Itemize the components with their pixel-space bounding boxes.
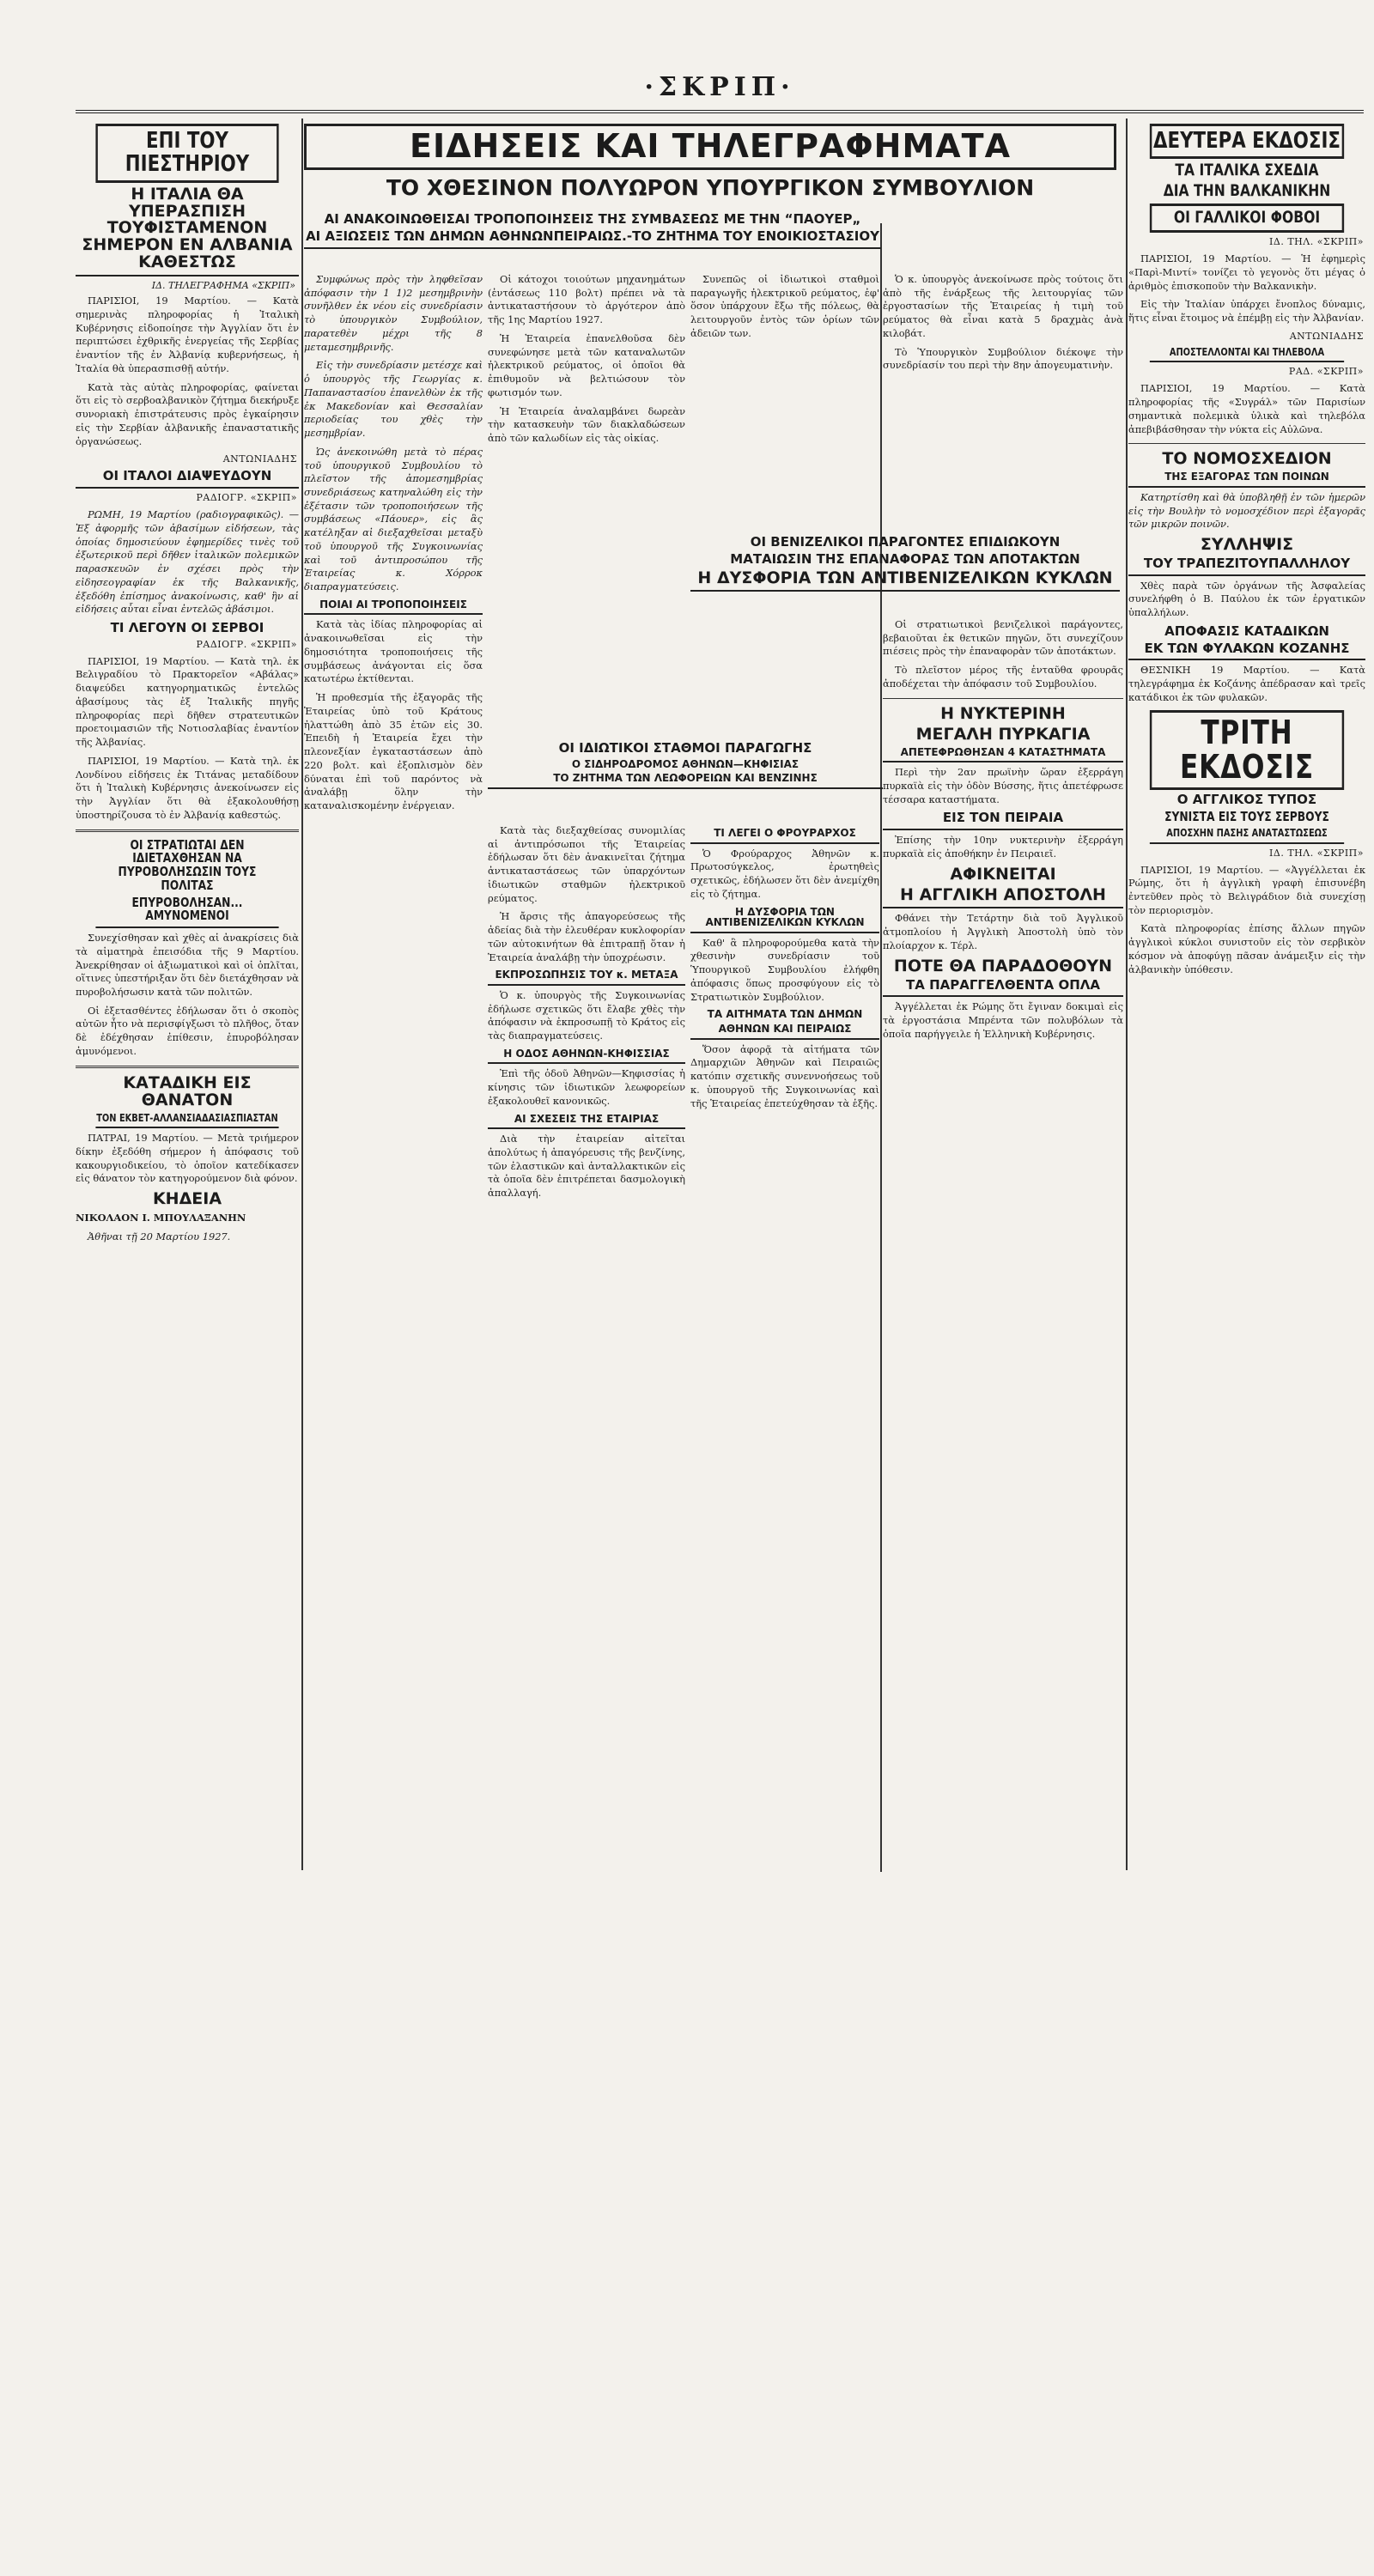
column-rule — [1126, 118, 1128, 1870]
divider — [1128, 443, 1365, 444]
article-paragraph: Κατὰ τὰς ἰδίας πληροφορίας αἱ ἀνακοινωθεῖσαι εἰς τὴν δημοσιότητα τροποποιήσεις τῆς συμβάσεως ἀνάγονται εἰς ὅσα κατωτέρω ἐκτίθενται. — [304, 618, 483, 685]
headline: ΑΦΙΚΝΕΙΤΑΙ — [950, 864, 1056, 884]
article-paragraph: Φθάνει τὴν Τετάρτην διὰ τοῦ Ἀγγλικοῦ ἀτμοπλοίου ἡ Ἀγγλικὴ Ἀποστολὴ ὑπὸ τὸν πλοίαρχον κ. Τέρλ. — [883, 912, 1123, 951]
article-paragraph: Ὁ κ. ὑπουργὸς τῆς Συγκοινωνίας ἐδήλωσε σχετικῶς ὅτι ἔλαβε χθὲς τὴν ἀπόφασιν νὰ ἐκπροσωπῇ τὸ Κράτος εἰς τὰς διαπραγματεύσεις. — [488, 988, 685, 1042]
column-2 — [304, 273, 483, 2025]
article-paragraph: Ἐπίσης τὴν 10ην νυκτερινὴν ἐξερράγη πυρκαϊὰ εἰς ἀποθήκην ἐν Πειραιεῖ. — [883, 834, 1123, 860]
subheadline: ΑΠΕΤΕΦΡΩΘΗΣΑΝ 4 ΚΑΤΑΣΤΗΜΑΤΑ — [883, 747, 1123, 763]
lead-block — [304, 120, 1116, 203]
dateline-tag: ΙΔ. ΤΗΛΕΓΡΑΦΗΜΑ «ΣΚΡΙΠ» — [151, 280, 295, 292]
subheadline: ΤΙ ΛΕΓΕΙ Ο ΦΡΟΥΡΑΡΧΟΣ — [690, 828, 879, 844]
subheadline: ΤΟ ΖΗΤΗΜΑ ΤΩΝ ΛΕΩΦΟΡΕΙΩΝ ΚΑΙ ΒΕΝΖΙΝΗΣ — [488, 773, 883, 789]
subheadline: ΕΚ ΤΩΝ ΦΥΛΑΚΩΝ ΚΟΖΑΝΗΣ — [1128, 642, 1365, 661]
headline: ΤΙ ΛΕΓΟΥΝ ΟΙ ΣΕΡΒΟΙ — [110, 619, 264, 635]
column-rule — [301, 118, 303, 1870]
article-paragraph: Ἡ προθεσμία τῆς ἐξαγορᾶς τῆς Ἑταιρείας ὑπὸ τοῦ Κράτους ἠλαττώθη ἀπὸ 35 ἐτῶν εἰς 30. Ἐπειδὴ ἡ Ἑταιρεία ἔχει τὴν πλεονεξίαν ἐγκαταστάσεων ἀπὸ 220 βολτ. καὶ ἐξοπλισμὸν δὲν δύναται ἐπὶ τοῦ παρόντος νὰ ἀναλάβῃ ὅλην τὴν καταναλισκομένην ἐνέργειαν. — [304, 691, 483, 812]
article-paragraph: Οἱ ἐξετασθέντες ἐδήλωσαν ὅτι ὁ σκοπὸς αὐτῶν ἦτο νὰ περισφίγξωσι τὸ πλῆθος, ὅταν δὲ ἐδέχθησαν ἐπίθεσιν, ἐπυροβόλησαν ἀμυνόμενοι. — [76, 1004, 299, 1057]
article-paragraph: Ἀθῆναι τῇ 20 Μαρτίου 1927. — [88, 1230, 231, 1242]
article-paragraph: ΠΑΡΙΣΙΟΙ, 19 Μαρτίου. — Κατὰ τηλ. ἐκ Βελιγραδίου τὸ Πρακτορεῖον «Αβάλας» διαψεύδει κατηγορηματικῶς ἐντελῶς ἀβασίμους τὰς ἐξ Ἰταλικῆς πηγῆς πληροφορίας περὶ δῆθεν στρατευτικῶν προετοιμασιῶν τῆς Νοτιοσλαβίας ἐναντίον τῆς Ἀλβανίας. — [76, 654, 299, 749]
headline: ΟΙ ΓΑΛΛΙΚΟΙ ΦΟΒΟΙ — [1150, 204, 1344, 233]
subheadline: ΕΚΠΡΟΣΩΠΗΣΙΣ ΤΟΥ κ. ΜΕΤΑΞΑ — [488, 969, 685, 986]
headline: ΟΙ ΣΤΡΑΤΙΩΤΑΙ ΔΕΝ ΙΔΙΕΤΑΧΘΗΣΑΝ ΝΑ ΠΥΡΟΒΟΛΗΣΩΣΙΝ ΤΟΥΣ ΠΟΛΙΤΑΣ — [118, 836, 257, 893]
article-paragraph: Ὁ Φρούραρχος Ἀθηνῶν κ. Πρωτοσύγκελος, ἐρωτηθεὶς σχετικῶς, ἐδήλωσεν ὅτι δὲν ἀνεμίχθη εἰς τὸ ζήτημα. — [690, 847, 879, 900]
headline: Η ΙΤΑΛΙΑ ΘΑ ΥΠΕΡΑΣΠΙΣΗ ΤΟΥΦΙΣΤΑΜΕΝΟΝ ΣΗΜΕΡΟΝ ΕΝ ΑΛΒΑΝΙΑ ΚΑΘΕΣΤΩΣ — [76, 186, 299, 277]
article-paragraph: Διὰ τὴν ἑταιρείαν αἰτεῖται ἀπολύτως ἡ ἀπαγόρευσις τῆς βενζίνης, τῶν ἐλαστικῶν καὶ ἀνταλλακτικῶν εἰς τὰ ὁποῖα δὲν ἐπιτρέπεται δασμολογικὴ ἀπαλλαγή. — [488, 1133, 685, 1200]
headline: ΜΕΓΑΛΗ ΠΥΡΚΑΓΙΑ — [915, 724, 1091, 744]
article-paragraph: Κατὰ τὰς αὐτὰς πληροφορίας, φαίνεται ὅτι εἰς τὸ σερβοαλβανικὸν ζήτημα διεκήρυξε συνοριακὴ ἐπιστράτευσις πρὸς ἐγκαίρησιν εἰς τὴν Σερβίαν ἀλβανικῆς ἐπαναστατικῆς ὀργανώσεως. — [76, 380, 299, 447]
dateline-tag: ΡΑΔΙΟΓΡ. «ΣΚΡΙΠ» — [196, 492, 297, 504]
article-paragraph: Συμφώνως πρὸς τὴν ληφθεῖσαν ἀπόφασιν τὴν 1 1)2 μεσημβρινὴν συνῆλθεν ἐκ νέου εἰς συνεδρίασιν τὸ ὑπουργικὸν Συμβούλιον, παρατεθὲν μέχρι τῆς 8 μεταμεσημβρινῆς. — [304, 273, 483, 353]
lead-subheadline: ΑΙ ΑΞΙΩΣΕΙΣ ΤΩΝ ΔΗΜΩΝ ΑΘΗΝΩΝΠΕΙΡΑΙΩΣ.-ΤΟ ΖΗΤΗΜΑ ΤΟΥ ΕΝΟΙΚΙΟΣΤΑΣΙΟΥ — [304, 230, 881, 249]
article-paragraph: Συνεπῶς οἱ ἰδιωτικοὶ σταθμοὶ παραγωγῆς ἠλεκτρικοῦ ρεύματος, ἐφ' ὅσον ὑπάρχουν ἔξω τῆς πόλεως, θὰ λειτουργοῦν ἐντὸς τῶν ὁρίων τῶν ἀδειῶν των. — [690, 273, 879, 339]
column-3-lower — [488, 824, 685, 2576]
article-paragraph: Εἰς τὴν συνεδρίασιν μετέσχε καὶ ὁ ὑπουργὸς τῆς Γεωργίας κ. Παπαναστασίου ἐπανελθὼν ἐκ τῆς ἐκ Μακεδονίαν καὶ Θεσσαλίαν περιοδείας του χθὲς τὴν μεσημβρίαν. — [304, 359, 483, 440]
article-paragraph: ΠΑΡΙΣΙΟΙ, 19 Μαρτίου. — Κατὰ τηλ. ἐκ Λονδίνου εἰδήσεις ἐκ Τιτάνας μεταδίδουν ὅτι ἡ Ἰταλικὴ Κυβέρνησις ἀνεκοίνωσεν εἰς τὴν Ἀγγλίαν ὅτι θὰ ἐξακολουθήσῃ ὑποστηρίζουσα τὸ ἐν Ἀλβανίᾳ καθεστώς. — [76, 754, 299, 821]
headline: ΣΥΝΙΣΤΑ ΕΙΣ ΤΟΥΣ ΣΕΡΒΟΥΣ — [1164, 809, 1329, 825]
headline: ΑΠΟΦΑΣΙΣ ΚΑΤΑΔΙΚΩΝ — [1164, 623, 1329, 639]
column-rule — [880, 223, 882, 1872]
lead-headline: ΤΟ ΧΘΕΣΙΝΟΝ ΠΟΛΥΩΡΟΝ ΥΠΟΥΡΓΙΚΟΝ ΣΥΜΒΟΥΛΙΟΝ — [386, 174, 1035, 200]
article-paragraph: ΠΑΡΙΣΙΟΙ, 19 Μαρτίου. — Ἡ ἐφημερὶς «Παρὶ-Μιντί» τονίζει τὸ γεγονὸς ὅτι μέγας ὁ ἀριθμὸς ἐπισκοποῦν τὴν Βαλκανικὴν. — [1128, 252, 1365, 292]
stations-header — [488, 738, 883, 793]
headline: ΤΟ ΝΟΜΟΣΧΕΔΙΟΝ — [1162, 449, 1332, 469]
subheadline: Η ΔΥΣΦΟΡΙΑ ΤΩΝ ΑΝΤΙΒΕΝΙΖΕΛΙΚΩΝ ΚΥΚΛΩΝ — [690, 907, 879, 933]
headline: Η ΝΥΚΤΕΡΙΝΗ — [940, 703, 1066, 723]
article-paragraph: Οἱ στρατιωτικοὶ βενιζελικοὶ παράγοντες, βεβαιοῦται ἐκ θετικῶν πηγῶν, ὅτι συνεχίζουν πιέσεις πρὸς τὴν ἐπαναφορὰν τῶν ἀποτάκτων. — [883, 618, 1123, 658]
headline: Η ΑΓΓΛΙΚΗ ΑΠΟΣΤΟΛΗ — [883, 887, 1123, 909]
subheadline: ΑΠΟΣΧΗΝ ΠΑΣΗΣ ΑΝΑΤΑΣΤΩΣΕΩΣ — [1150, 828, 1344, 844]
venizelist-header — [690, 532, 1120, 595]
article-paragraph: Ὡς ἀνεκοινώθη μετὰ τὸ πέρας τοῦ ὑπουργικοῦ Συμβουλίου τὸ πλεῖστον τῆς ἀπομεσημβρίας συνεδριάσεως κατηναλώθη εἰς τὴν ἐξέτασιν τῶν τροποποιήσεων τῆς συμβάσεως «Πάουερ», εἰς ἃς κατέληξαν αἱ διεξαχθεῖσαι μεταξὺ τοῦ ὑπουργοῦ τῆς Συγκοινωνίας καὶ τοῦ ἀντιπροσώπου τῆς Ἑταιρείας κ. Χόρροκ διαπραγματεύσεις. — [304, 445, 483, 593]
article-paragraph: Ὁ κ. ὑπουργὸς ἀνεκοίνωσε πρὸς τούτοις ὅτι ἀπὸ τῆς ἐνάρξεως τῆς λειτουργίας τῶν ἐργοστασίων τῆς Ἑταιρείας ἡ τιμὴ τοῦ ρεύματος θὰ εἶναι κατὰ 5 δραχμὰς ἀνὰ κιλοβάτ. — [883, 273, 1123, 339]
subheadline: Ο ΣΙΔΗΡΟΔΡΟΜΟΣ ΑΘΗΝΩΝ—ΚΗΦΙΣΙΑΣ — [571, 757, 799, 770]
article-paragraph: ΡΩΜΗ, 19 Μαρτίου (ραδιογραφικῶς). — Ἐξ ἀφορμῆς τῶν ἀβασίμων εἰδήσεων, τὰς ὁποίας δημοσιεύουν ἐφημερίδες τινὲς τοῦ ἐξωτερικοῦ περὶ δῆθεν ἰταλικῶν πολεμικῶν παρασκευῶν ἐν σχέσει πρὸς τὴν εἰδησεογραφίαν ἐκ τῆς Βαλκανικῆς, ἐξεδόθη ἐπίσημος ἀνακοίνωσις, καθ' ἣν αἱ εἰδήσεις αὗται εἶναι ἐντελῶς ἀβάσιμοι. — [76, 508, 299, 616]
subheadline: ΤΟΝ ΕΚΒΕΤ-ΑΛΛΑΝΣΙΑΔΑΣΙΑΣΠΙΑΣΤΑΝ — [95, 1113, 278, 1129]
signature: ΑΝΤΩΝΙΑΔΗΣ — [222, 453, 297, 465]
subheadline: ΑΘΗΝΩΝ ΚΑΙ ΠΕΙΡΑΙΩΣ — [690, 1024, 879, 1040]
divider — [76, 829, 299, 832]
dateline-tag: ΡΑΔ. «ΣΚΡΙΠ» — [1288, 366, 1364, 378]
subheadline: ΠΟΙΑΙ ΑΙ ΤΡΟΠΟΠΟΙΗΣΕΙΣ — [304, 599, 483, 616]
lead-subheadline: ΑΙ ΑΝΑΚΟΙΝΩΘΕΙΣΑΙ ΤΡΟΠΟΠΟΙΗΣΕΙΣ ΤΗΣ ΣΥΜΒΑΣΕΩΣ ΜΕ ΤΗΝ “ΠΑΟΥΕΡ„ — [324, 211, 861, 227]
article-paragraph: ΠΑΤΡΑΙ, 19 Μαρτίου. — Μετὰ τριήμερον δίκην ἐξεδόθη σήμερον ἡ ἀπόφασις τοῦ κακουργιοδικείου, τὸ ὁποῖον κατεδίκασεν εἰς θάνατον τὸν κατηγορούμενον διὰ φόνον. — [76, 1132, 299, 1185]
article-paragraph: Οἱ κάτοχοι τοιούτων μηχανημάτων (ἐντάσεως 110 βολτ) πρέπει νὰ τὰ ἀντικαταστήσουν τὸ ἀργότερον ἀπὸ τῆς 1ης Μαρτίου 1927. — [488, 273, 685, 326]
headline: ΣΥΛΛΗΨΙΣ — [1200, 535, 1294, 555]
subheadline: ΤΟΥ ΤΡΑΠΕΖΙΤΟΥΠΑΛΛΗΛΟΥ — [1128, 557, 1365, 576]
headline: ΑΠΟΣΤΕΛΛΟΝΤΑΙ ΚΑΙ ΤΗΛΕΒΟΛΑ — [1150, 347, 1344, 363]
masthead — [76, 72, 1364, 113]
subheadline: Η ΔΥΣΦΟΡΙΑ ΤΩΝ ΑΝΤΙΒΕΝΙΖΕΛΙΚΩΝ ΚΥΚΛΩΝ — [690, 570, 1120, 592]
article-paragraph: Εἰς τὴν Ἰταλίαν ὑπάρχει ἔνοπλος δύναμις, ἥτις εἶναι ἕτοιμος νὰ ἐπέμβῃ εἰς τὴν Ἀλβανίαν. — [1128, 298, 1365, 325]
lead-subheads — [304, 210, 881, 252]
divider — [76, 1066, 299, 1068]
headline: ΚΗΔΕΙΑ — [152, 1189, 222, 1209]
column-left — [76, 120, 299, 1872]
subheadline: ΕΠΥΡΟΒΟΛΗΣΑΝ... ΑΜΥΝΟΜΕΝΟΙ — [95, 896, 278, 929]
article-paragraph: Καθ' ἃ πληροφορούμεθα κατὰ τὴν χθεσινὴν συνεδρίασιν τοῦ Ὑπουργικοῦ Συμβουλίου ἐλήφθη ἀπόφασις ὅπως προσφύγουν εἰς τὸ Στρατιωτικὸν Συμβούλιον. — [690, 936, 879, 1003]
headline: ΕΙΣ ΤΟΝ ΠΕΙΡΑΙΑ — [883, 811, 1123, 830]
article-paragraph: ΠΑΡΙΣΙΟΙ, 19 Μαρτίου. — «Ἀγγέλλεται ἐκ Ρώμης, ὅτι ἡ ἀγγλικὴ γραφὴ ἐπισυνέβη ἐντεῦθεν πρὸς τὸ Βελιγράδιον διὰ συνεχίσῃ τὸν περιορισμὸν. — [1128, 863, 1365, 916]
subheadline: ΑΙ ΣΧΕΣΕΙΣ ΤΗΣ ΕΤΑΙΡΙΑΣ — [488, 1114, 685, 1130]
article-paragraph: Τὸ πλεῖστον μέρος τῆς ἐνταῦθα φρουρᾶς ἀποδέχεται τὴν ἀπόφασιν τοῦ Συμβουλίου. — [883, 664, 1123, 690]
divider — [883, 698, 1123, 699]
dateline-tag: ΙΔ. ΤΗΛ. «ΣΚΡΙΠ» — [1269, 847, 1364, 859]
headline: ΟΙ ΙΤΑΛΟΙ ΔΙΑΨΕΥΔΟΥΝ — [76, 470, 299, 489]
headline: ΠΟΤΕ ΘΑ ΠΑΡΑΔΟΘΟΥΝ — [893, 956, 1113, 975]
masthead-title: ·ΣΚΡΙΠ· — [644, 72, 795, 102]
column-right — [1128, 120, 1365, 1872]
article-paragraph: Κατηρτίσθη καὶ θὰ ὑποβληθῇ ἐν τῶν ἡμερῶν εἰς τὴν Βουλὴν τὸ νομοσχέδιον περὶ ἐξαγορᾶς τῶν μικρῶν ποινῶν. — [1128, 490, 1365, 531]
banner-right: ΔΕΥΤΕΡΑ ΕΚΔΟΣΙΣ — [1150, 124, 1344, 159]
column-5-lower — [883, 618, 1123, 2370]
article-paragraph: Κατὰ τὰς διεξαχθείσας συνομιλίας αἱ ἀντιπρόσωποι τῆς Ἑταιρείας ἐδήλωσαν ὅτι δὲν ἀνακινεῖται ζήτημα ἀντικαταστάσεως τῶν ὑπαρχόντων ἰδιωτικῶν σταθμῶν ἠλεκτρικοῦ ρεύματος. — [488, 824, 685, 904]
headline: ΤΑ ΠΑΡΑΓΓΕΛΘΕΝΤΑ ΟΠΛΑ — [883, 979, 1123, 998]
banner-left: ΕΠΙ ΤΟΥ ΠΙΕΣΤΗΡΙΟΥ — [95, 124, 278, 183]
column-4-lower — [690, 824, 879, 2576]
article-paragraph: Ἀγγέλλεται ἐκ Ρώμης ὅτι ἔγιναν δοκιμαὶ εἰς τὰ ἐργοστάσια Μπρέντα τῶν πολυβόλων τὰ ὁποῖα παρήγγειλε ἡ Ἑλληνικὴ Κυβέρνησις. — [883, 1000, 1123, 1040]
article-paragraph: Κατὰ πληροφορίας ἐπίσης ἄλλων πηγῶν ἀγγλικοὶ κύκλοι συνιστοῦν εἰς τὸν σερβικὸν κόσμον νὰ ἀποφύγῃ πᾶσαν ἀνάμειξιν εἰς τὴν ἀλβανικὴν ὑπόθεσιν. — [1128, 922, 1365, 975]
article-paragraph: Τὸ Ὑπουργικὸν Συμβούλιον διέκοψε τὴν συνεδρίασίν του περὶ τὴν 8ην ἀπογευματινὴν. — [883, 345, 1123, 372]
subheadline: ΤΑ ΑΙΤΗΜΑΤΑ ΤΩΝ ΔΗΜΩΝ — [707, 1008, 863, 1021]
article-paragraph: Ἡ Ἑταιρεία ἀναλαμβάνει δωρεὰν τὴν κατασκευὴν τῶν διακλαδώσεων ἀπὸ τῶν καλωδίων εἰς τὰς οἰκίας. — [488, 404, 685, 445]
article-paragraph: Ἡ ἄρσις τῆς ἀπαγορεύσεως τῆς ἀδείας διὰ τὴν ἐλευθέραν κυκλοφορίαν τῶν αὐτοκινήτων θὰ ἐπιτραπῇ ὅταν ἡ Ἑταιρεία ἀναλάβῃ τὴν ὑποχρέωσιν. — [488, 910, 685, 963]
headline-edition: ΤΡΙΤΗ ΕΚΔΟΣΙΣ — [1150, 710, 1344, 791]
obituary-name: ΝΙΚΟΛΑΟΝ Ι. ΜΠΟΥΛΑΞΑΝΗΝ — [76, 1212, 246, 1224]
article-paragraph: Συνεχίσθησαν καὶ χθὲς αἱ ἀνακρίσεις διὰ τὰ αἱματηρὰ ἐπεισόδια τῆς 9 Μαρτίου. Ἀνεκρίθησαν οἱ ἀξιωματικοὶ καὶ οἱ ὁπλῖται, οἵτινες ὑπεστήριξαν ὅτι δὲν διετάχθησαν νὰ πυροβολήσωσιν κατὰ τῶν πολιτῶν. — [76, 932, 299, 998]
headline: ΟΙ ΙΔΙΩΤΙΚΟΙ ΣΤΑΘΜΟΙ ΠΑΡΑΓΩΓΗΣ — [558, 740, 812, 756]
banner-main: ΕΙΔΗΣΕΙΣ ΚΑΙ ΤΗΛΕΓΡΑΦΗΜΑΤΑ — [304, 124, 1116, 170]
newspaper-page — [76, 0, 1372, 1881]
signature: ΑΝΤΩΝΙΑΔΗΣ — [1289, 330, 1364, 342]
article-paragraph: Περὶ τὴν 2αν πρωϊνὴν ὥραν ἐξερράγη πυρκαϊὰ εἰς τὴν ὁδὸν Βύσσης, ἥτις ἀπετέφρωσε τέσσαρα καταστήματα. — [883, 766, 1123, 805]
dateline-tag: ΡΑΔΙΟΓΡ. «ΣΚΡΙΠ» — [196, 638, 297, 650]
headline: Ο ΑΓΓΛΙΚΟΣ ΤΥΠΟΣ — [1176, 792, 1317, 808]
subheadline: ΤΗΣ ΕΞΑΓΟΡΑΣ ΤΩΝ ΠΟΙΝΩΝ — [1128, 471, 1365, 488]
article-paragraph: ΠΑΡΙΣΙΟΙ, 19 Μαρτίου. — Κατὰ πληροφορίας τῆς «Συγράλ» τῶν Παρισίων σημαντικὰ πολεμικὰ ὑλικὰ καὶ τηλεβόλα ἀπεβιβάσθησαν τὴν νύκτα εἰς Αὐλῶνα. — [1128, 382, 1365, 435]
headline: ΚΑΤΑΔΙΚΗ ΕΙΣ ΘΑΝΑΤΟΝ — [123, 1072, 252, 1109]
article-paragraph: ΘΕΣΝΙΚΗ 19 Μαρτίου. — Κατὰ τηλεγράφημα ἐκ Κοζάνης ἀπέδρασαν καὶ τρεῖς κατάδικοι ἐκ τῶν φυλακῶν. — [1128, 664, 1365, 703]
subheadline: Η ΟΔΟΣ ΑΘΗΝΩΝ-ΚΗΦΙΣΣΙΑΣ — [488, 1048, 685, 1065]
article-paragraph: Χθὲς παρὰ τῶν ὀργάνων τῆς Ἀσφαλείας συνελήφθη ὁ Β. Παύλου ἐκ τῶν ἐργατικῶν ὑπαλλήλων. — [1128, 579, 1365, 619]
headline: ΟΙ ΒΕΝΙΖΕΛΙΚΟΙ ΠΑΡΑΓΟΝΤΕΣ ΕΠΙΔΙΩΚΟΥΝ — [750, 534, 1061, 550]
article-paragraph: ΠΑΡΙΣΙΟΙ, 19 Μαρτίου. — Κατὰ σημερινὰς πληροφορίας ἡ Ἰταλικὴ Κυβέρνησις εἰδοποίησε τὴν Ἀγγλίαν ὅτι ἐν περιπτώσει ἐχθρικῆς ἐνεργείας τῆς Σερβίας ἐναντίον τῆς ἐν Ἀλβανίᾳ κυβερνήσεως, ἡ Ἰταλία θὰ ὑπερασπισθῇ αὐτήν. — [76, 295, 299, 374]
headline: ΤΑ ΙΤΑΛΙΚΑ ΣΧΕΔΙΑ — [1175, 161, 1319, 180]
headline: ΜΑΤΑΙΩΣΙΝ ΤΗΣ ΕΠΑΝΑΦΟΡΑΣ ΤΩΝ ΑΠΟΤΑΚΤΩΝ — [730, 550, 1080, 567]
article-paragraph: Ὅσον ἀφορᾷ τὰ αἰτήματα τῶν Δημαρχιῶν Ἀθηνῶν καὶ Πειραιῶς κατόπιν σχετικῆς συνεννοήσεως τοῦ κ. ὑπουργοῦ τῆς Συγκοινωνίας καὶ τῆς Ἑταιρείας ἐπετεύχθησαν τὰ ἑξῆς. — [690, 1042, 879, 1109]
headline: ΔΙΑ ΤΗΝ ΒΑΛΚΑΝΙΚΗΝ — [1163, 181, 1331, 201]
dateline-tag: ΙΔ. ΤΗΛ. «ΣΚΡΙΠ» — [1269, 236, 1364, 248]
article-paragraph: Ἐπὶ τῆς ὁδοῦ Ἀθηνῶν—Κηφισσίας ἡ κίνησις τῶν ἰδιωτικῶν λεωφορείων ἐξακολουθεῖ κανονικῶς. — [488, 1067, 685, 1107]
article-paragraph: Ἡ Ἑταιρεία ἐπανελθοῦσα δὲν συνεφώνησε μετὰ τῶν καταναλωτῶν ἠλεκτρικοῦ ρεύματος, οἱ ὁποῖοι θὰ ἐπιθυμοῦν νὰ βελτιώσουν τὸν φωτισμόν των. — [488, 331, 685, 398]
